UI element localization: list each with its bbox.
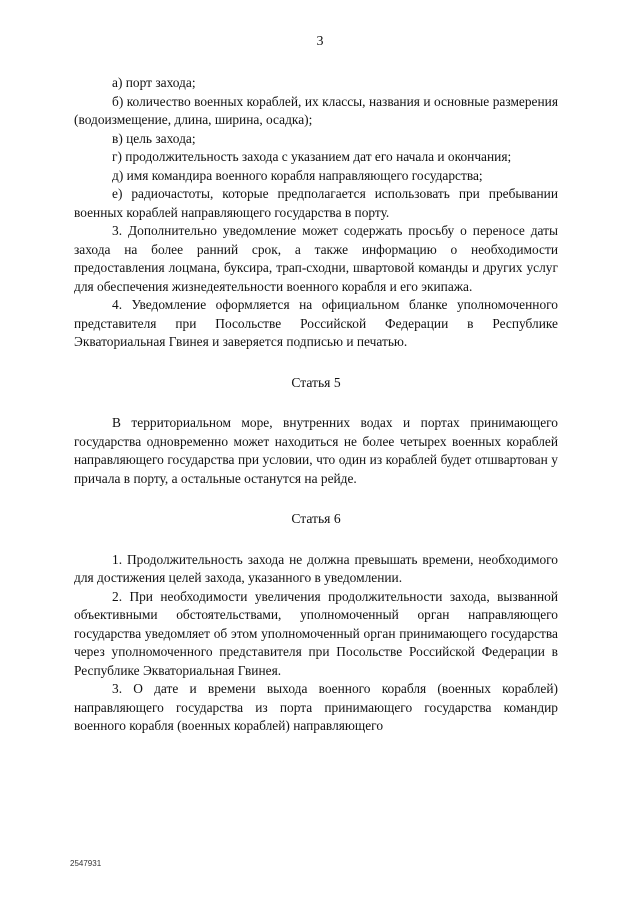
document-body — [74, 74, 558, 736]
paragraph-4: 4. Уведомление оформляется на официальном бланке уполномоченного представителя при Посольстве Российской Федерации в Республике Экваториальная Гвинея и заверяется подписью и печатью. — [74, 297, 558, 349]
paragraph-d: д) имя командира военного корабля направляющего государства; — [112, 167, 483, 183]
article-5-paragraph: В территориальном море, внутренних водах и портах принимающего государства одновременно может находиться не более четырех военных кораблей направляющего государства при условии, что один из кораблей будет отшвартован у причала в порту, а остальные останутся на рейде. — [74, 415, 558, 486]
paragraph-g: г) продолжительность захода с указанием дат его начала и окончания; — [112, 149, 512, 164]
article-6-paragraph-2: 2. При необходимости увеличения продолжительности захода, вызванной объективными обстоятельствами, уполномоченный орган направляющего государства уведомляет об этом уполномоченный орган принимающего государства через уполномоченного представителя при Посольстве Российской Федерации в Республике Экваториальная Гвинея. — [74, 588, 558, 678]
paragraph-a: а) порт захода; — [112, 75, 196, 90]
paragraph-b: б) количество военных кораблей, их классы, названия и основные размерения (водоизмещение, длина, ширина, осадка); — [74, 93, 558, 127]
paragraph-e: е) радиочастоты, которые предполагается использовать при пребывании военных кораблей направляющего государства в порту. — [74, 186, 558, 220]
article-6-paragraph-1: 1. Продолжительность захода не должна превышать времени, необходимого для достижения целей захода, указанного в уведомлении. — [74, 551, 558, 585]
article-6-title: Статья 6 — [291, 511, 341, 526]
article-6-paragraph-3: 3. О дате и времени выхода военного корабля (военных кораблей) направляющего государства из порта принимающего государства командир военного корабля (военных кораблей) направляющего — [74, 681, 558, 733]
page-number: 3 — [316, 34, 324, 49]
article-5-title: Статья 5 — [291, 374, 341, 390]
document-code: 2547931 — [70, 859, 102, 868]
paragraph-v: в) цель захода; — [112, 130, 196, 146]
paragraph-3: 3. Дополнительно уведомление может содержать просьбу о переносе даты захода на более ранний срок, а также информацию о необходимости предоставления лоцмана, буксира, трап-сходни, швартовой команды и других услуг для обеспечения жизнедеятельности военного корабля и его экипажа. — [74, 223, 558, 294]
